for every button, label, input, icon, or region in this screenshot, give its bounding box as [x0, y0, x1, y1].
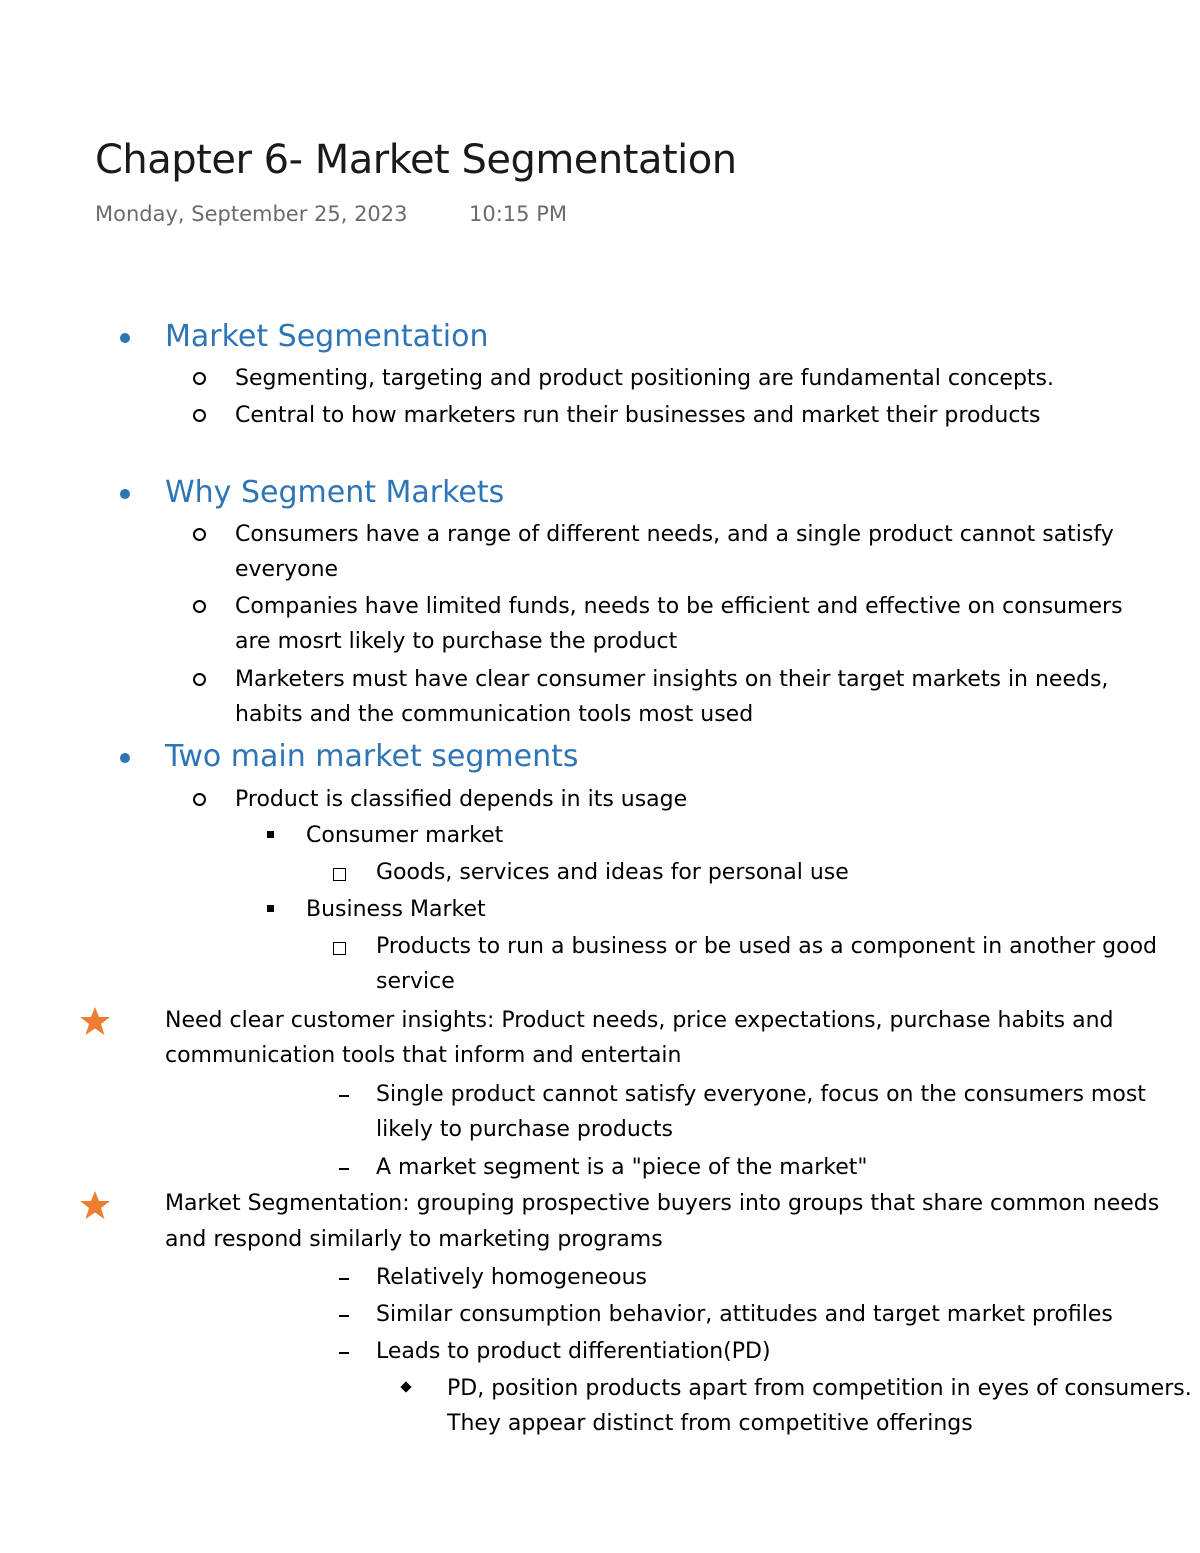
list-item-continued: habits and the communication tools most used [235, 702, 754, 727]
note-text-continued: communication tools that inform and entertain [165, 1043, 682, 1068]
bullet-icon [120, 753, 130, 763]
circle-bullet-icon [193, 372, 206, 385]
list-item: Segmenting, targeting and product positioning are fundamental concepts. [235, 366, 1055, 391]
list-item: Marketers must have clear consumer insights on their target markets in needs, [235, 667, 1109, 692]
list-item: Products to run a business or be used as a component in another good [376, 934, 1158, 959]
dash-bullet-icon [339, 1315, 349, 1317]
dash-bullet-icon [339, 1278, 349, 1280]
list-item: Product is classified depends in its usage [235, 787, 688, 812]
note-time: 10:15 PM [469, 202, 567, 226]
section-heading: Two main market segments [165, 739, 579, 774]
note-text: Market Segmentation: grouping prospective buyers into groups that share common needs [165, 1191, 1160, 1216]
page-title: Chapter 6- Market Segmentation [95, 137, 737, 183]
diamond-bullet-icon [400, 1381, 411, 1392]
circle-bullet-icon [193, 528, 206, 541]
section-heading: Why Segment Markets [165, 475, 505, 510]
circle-bullet-icon [193, 673, 206, 686]
circle-bullet-icon [193, 600, 206, 613]
list-item-continued: They appear distinct from competitive offerings [447, 1411, 973, 1436]
hollow-square-bullet-icon [333, 942, 346, 955]
list-item: A market segment is a "piece of the market" [376, 1155, 868, 1180]
list-item: Consumer market [306, 823, 504, 848]
section-heading: Market Segmentation [165, 319, 489, 354]
bullet-icon [120, 333, 130, 343]
list-item: Leads to product differentiation(PD) [376, 1339, 771, 1364]
note-date: Monday, September 25, 2023 [95, 202, 408, 226]
dash-bullet-icon [339, 1352, 349, 1354]
list-item-continued: are mosrt likely to purchase the product [235, 629, 678, 654]
list-item: Similar consumption behavior, attitudes and target market profiles [376, 1302, 1113, 1327]
list-item: Goods, services and ideas for personal use [376, 860, 849, 885]
list-item-continued: likely to purchase products [376, 1117, 673, 1142]
circle-bullet-icon [193, 409, 206, 422]
list-item-continued: service [376, 969, 455, 994]
list-item: Relatively homogeneous [376, 1265, 647, 1290]
star-icon [79, 1189, 111, 1221]
square-bullet-icon [267, 905, 274, 912]
bullet-icon [120, 489, 130, 499]
hollow-square-bullet-icon [333, 868, 346, 881]
circle-bullet-icon [193, 793, 206, 806]
list-item: Business Market [306, 897, 486, 922]
list-item: Consumers have a range of different needs, and a single product cannot satisfy [235, 522, 1114, 547]
star-icon [79, 1005, 111, 1037]
dash-bullet-icon [339, 1168, 349, 1170]
list-item: Central to how marketers run their businesses and market their products [235, 403, 1041, 428]
note-text: Need clear customer insights: Product needs, price expectations, purchase habits and [165, 1008, 1114, 1033]
dash-bullet-icon [339, 1095, 349, 1097]
list-item: Companies have limited funds, needs to be efficient and effective on consumers [235, 594, 1123, 619]
list-item-continued: everyone [235, 557, 339, 582]
note-text-continued: and respond similarly to marketing programs [165, 1227, 663, 1252]
square-bullet-icon [267, 831, 274, 838]
list-item: PD, position products apart from competition in eyes of consumers. [447, 1376, 1192, 1401]
list-item: Single product cannot satisfy everyone, focus on the consumers most [376, 1082, 1146, 1107]
